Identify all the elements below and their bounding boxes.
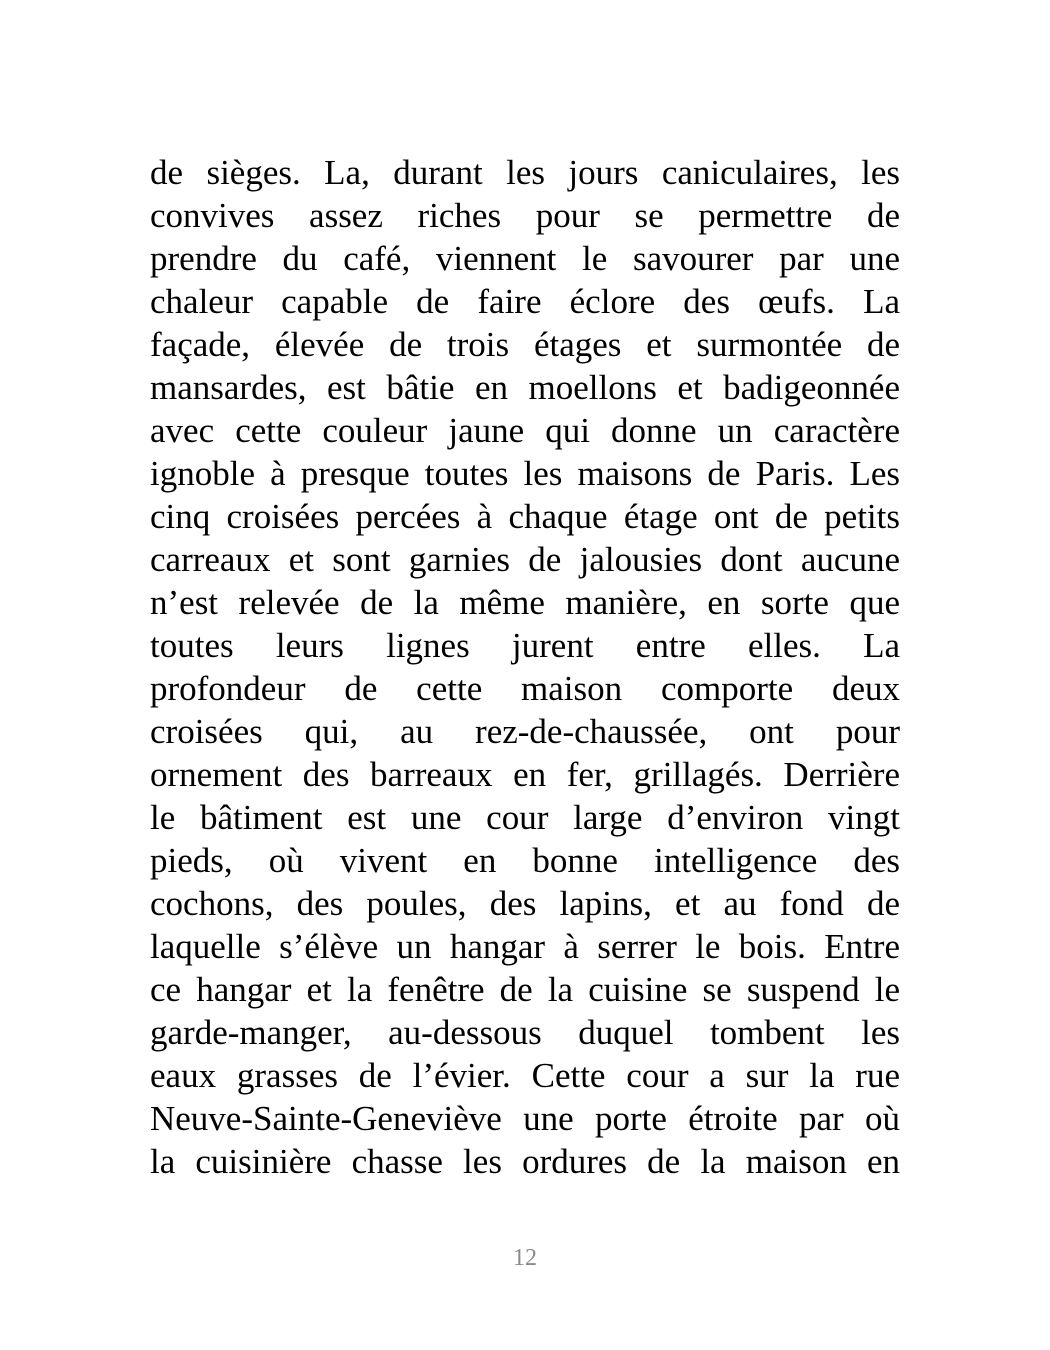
text-line: laquelle s’élève un hangar à serrer le bois. Entre bbox=[150, 927, 900, 966]
text-line: ignoble à presque toutes les maisons de Paris. Les bbox=[150, 454, 900, 493]
text-line: chaleur capable de faire éclore des œufs. La bbox=[150, 282, 900, 321]
text-line: garde-manger, au-dessous duquel tombent les bbox=[150, 1013, 900, 1052]
text-line: façade, élevée de trois étages et surmontée de bbox=[150, 325, 900, 364]
text-line: ornement des barreaux en fer, grillagés. Derrière bbox=[150, 755, 900, 794]
text-line: carreaux et sont garnies de jalousies dont aucune bbox=[150, 540, 900, 579]
text-line: le bâtiment est une cour large d’environ vingt bbox=[150, 798, 900, 837]
text-line: la cuisinière chasse les ordures de la maison en bbox=[150, 1142, 900, 1181]
text-line: de sièges. La, durant les jours caniculaires, les bbox=[150, 153, 900, 192]
text-line: eaux grasses de l’évier. Cette cour a sur la rue bbox=[150, 1056, 900, 1095]
text-line: Neuve-Sainte-Geneviève une porte étroite par où bbox=[150, 1099, 900, 1138]
body-text bbox=[150, 151, 900, 1183]
text-line: pieds, où vivent en bonne intelligence des bbox=[150, 841, 900, 880]
text-line: toutes leurs lignes jurent entre elles. La bbox=[150, 626, 900, 665]
page-number: 12 bbox=[513, 1245, 537, 1271]
text-line: convives assez riches pour se permettre de bbox=[150, 196, 900, 235]
text-line: ce hangar et la fenêtre de la cuisine se suspend le bbox=[150, 970, 900, 1009]
text-line: avec cette couleur jaune qui donne un caractère bbox=[150, 411, 900, 450]
text-line: croisées qui, au rez-de-chaussée, ont pour bbox=[150, 712, 900, 751]
text-line: n’est relevée de la même manière, en sorte que bbox=[150, 583, 900, 622]
text-line: mansardes, est bâtie en moellons et badigeonnée bbox=[150, 368, 900, 407]
text-line: cochons, des poules, des lapins, et au fond de bbox=[150, 884, 900, 923]
text-line: cinq croisées percées à chaque étage ont de petits bbox=[150, 497, 900, 536]
text-line: profondeur de cette maison comporte deux bbox=[150, 669, 900, 708]
text-line: prendre du café, viennent le savourer par une bbox=[150, 239, 900, 278]
